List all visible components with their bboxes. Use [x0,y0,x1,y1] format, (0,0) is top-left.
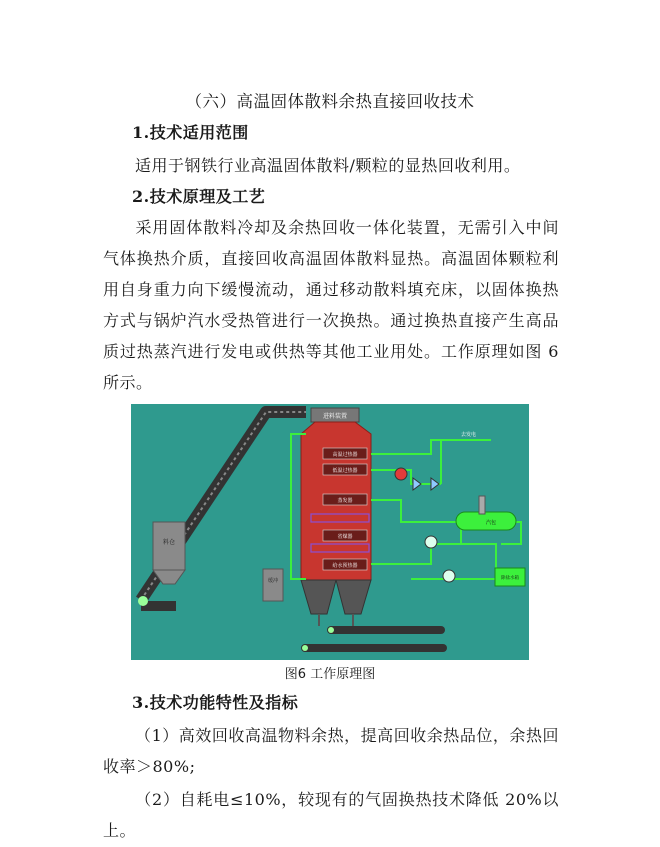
process-diagram [131,404,529,660]
heading-principle: 2.技术原理及工艺 [132,187,266,206]
boiler-tower [301,422,371,614]
water-tank [495,568,525,586]
to-power-label: 去发电 [461,432,477,438]
feature-item-1-text: （1）高效回收高温物料余热，提高回收余热品位，余热回收率＞80%; [103,726,559,776]
label-water-preheater: 给水预热器 [332,563,358,569]
label-low-temp-superheater: 低温过热器 [332,468,358,474]
label-evaporator: 蒸发器 [337,498,353,504]
feature-item-2-text: （2）自耗电≤10%，较现有的气固换热技术降低 20%以上。 [103,790,559,840]
process-figure [131,404,529,660]
feature-item-1 [103,720,559,782]
heading-scope: 1.技术适用范围 [132,123,249,142]
steam-drum [456,496,516,530]
label-economizer: 省煤器 [337,534,353,540]
paragraph-principle-text: 采用固体散料冷却及余热回收一体化装置，无需引入中间气体换热介质，直接回收高温固体散料显热。高温固体颗粒利用自身重力向下缓慢流动，通过移动散料填充床，以固体换热方式与锅炉汽水受热管进行一次换热。通过换热直接产生高品质过热蒸汽进行发电或供热等其他工业用处。工作原理如图 6 所示。 [103,218,559,392]
feature-item-2 [103,784,559,846]
buffer-tank [263,569,283,601]
buffer-label: 缓冲 [267,578,279,584]
figure-caption: 图6 工作原理图 [284,667,376,682]
drum-label: 汽包 [485,520,497,526]
section-title: （六）高温固体散料余热直接回收技术 [185,92,475,111]
heading-features: 3.技术功能特性及指标 [132,693,299,712]
feeder [311,408,359,422]
bottom-conveyors [301,614,447,652]
feeder-label: 进料装置 [322,413,348,420]
paragraph-principle [103,212,559,398]
paragraph-scope [103,150,559,181]
label-high-temp-superheater: 高温过热器 [332,452,358,458]
water-tank-label: 除盐水箱 [501,576,519,581]
silo-label: 料仓 [162,539,176,546]
paragraph-scope-text: 适用于钢铁行业高温固体散料/颗粒的显热回收利用。 [135,156,521,175]
silo [153,522,185,584]
